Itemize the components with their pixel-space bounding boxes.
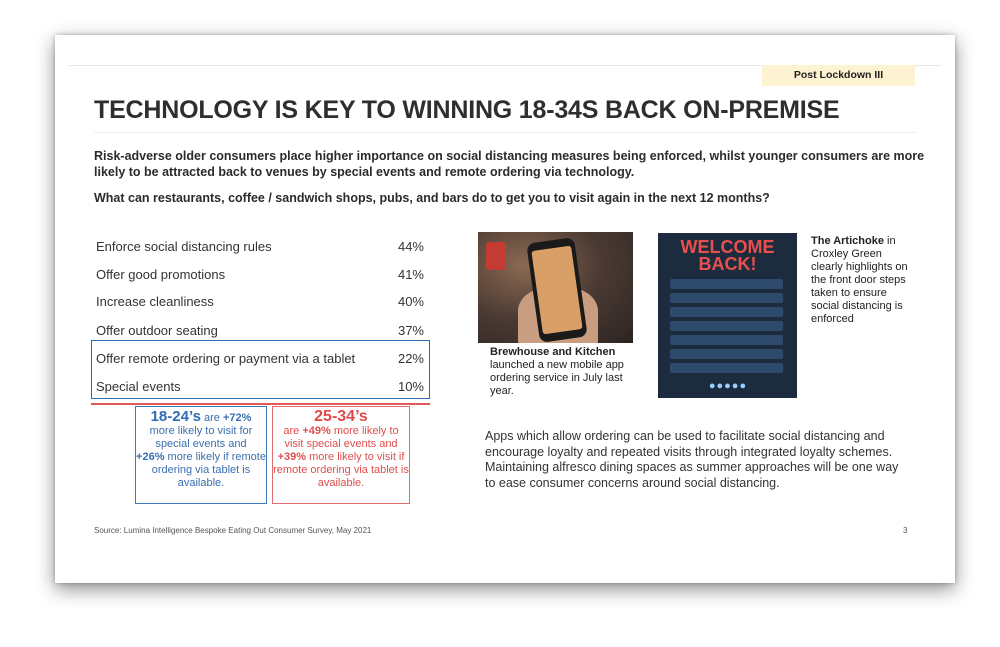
stat-value: 22% xyxy=(397,351,424,366)
callout-text: more likely to visit if remote ordering via tablet is available. xyxy=(273,451,409,489)
sign-rule xyxy=(670,335,783,345)
callout-text: are xyxy=(200,412,223,424)
age-label: 25-34’s xyxy=(314,408,368,425)
sign-rule xyxy=(670,321,783,331)
sign-rule xyxy=(670,307,783,317)
survey-question: What can restaurants, coffee / sandwich shops, pubs, and bars do to get you to visit again in the next 12 months? xyxy=(94,191,770,205)
slide-title: TECHNOLOGY IS KEY TO WINNING 18-34S BACK ON-PREMISE xyxy=(94,96,840,124)
section-tag: Post Lockdown III xyxy=(762,65,915,86)
callout-text: more likely to visit for special events and xyxy=(149,425,253,450)
cup-graphic xyxy=(486,242,506,270)
page-number: 3 xyxy=(903,526,908,535)
sign-rule xyxy=(670,293,783,303)
callout-text: more likely to visit special events and xyxy=(284,425,399,450)
age-label: 18-24’s xyxy=(150,408,201,425)
callout-percent: +39% xyxy=(277,451,307,463)
age-18-24-callout xyxy=(135,406,267,504)
mobile-app-photo xyxy=(478,232,633,343)
title-divider xyxy=(94,132,916,133)
photo1-caption xyxy=(490,346,640,398)
slide xyxy=(55,35,955,583)
stat-label: Offer remote ordering or payment via a tablet xyxy=(96,351,356,366)
sign-heading xyxy=(658,239,797,273)
stat-value: 10% xyxy=(397,379,424,394)
caption-title: Brewhouse and Kitchen xyxy=(490,346,616,358)
callout-text: are xyxy=(283,425,303,437)
sign-line: WELCOME xyxy=(680,237,775,257)
sign-line: BACK! xyxy=(698,254,757,274)
sign-rule xyxy=(670,279,783,289)
stat-value: 37% xyxy=(397,323,424,338)
slide-subtitle: Risk-adverse older consumers place higher importance on social distancing measures being enforced, whilst younger consumers are more likely to be attracted back to venues by special events and remote ordering via technology. xyxy=(94,149,925,179)
stat-label: Offer good promotions xyxy=(96,267,226,282)
summary-paragraph: Apps which allow ordering can be used to facilitate social distancing and encourage loyalty and repeated visits through integrated loyalty schemes. Maintaining alfresco dining spaces as summer approaches will be one way to ease consumer concerns around social distancing. xyxy=(485,429,899,490)
callout-percent: +26% xyxy=(136,451,165,463)
stat-row xyxy=(96,261,424,288)
stat-value: 44% xyxy=(397,239,424,254)
stat-label: Offer outdoor seating xyxy=(96,323,218,338)
stat-value: 40% xyxy=(397,294,424,309)
stat-value: 41% xyxy=(397,267,424,282)
callout-percent: +49% xyxy=(302,425,331,437)
highlight-underline xyxy=(91,403,430,405)
stat-label: Increase cleanliness xyxy=(96,294,214,309)
welcome-sign-photo xyxy=(658,233,797,398)
sign-rule xyxy=(670,349,783,359)
callout-text: more likely if remote ordering via tablet is available. xyxy=(151,451,266,489)
source-note: Source: Lumina Intelligence Bespoke Eating Out Consumer Survey, May 2021 xyxy=(94,526,372,535)
caption-title: The Artichoke xyxy=(811,235,884,247)
photo2-caption xyxy=(811,235,911,326)
caption-text: in Croxley Green clearly highlights on the front door steps taken to ensure social distancing is enforced xyxy=(811,235,908,325)
callout-percent: +72% xyxy=(222,412,252,424)
stat-row xyxy=(96,288,424,315)
age-25-34-callout xyxy=(272,406,410,504)
sign-rule xyxy=(670,363,783,373)
highlight-box xyxy=(91,340,430,399)
stat-label: Enforce social distancing rules xyxy=(96,239,272,254)
stat-row xyxy=(96,233,424,260)
caption-text: launched a new mobile app ordering service in July last year. xyxy=(490,359,624,397)
sign-icons: ●●●●● xyxy=(708,380,748,392)
stat-label: Special events xyxy=(96,379,181,394)
